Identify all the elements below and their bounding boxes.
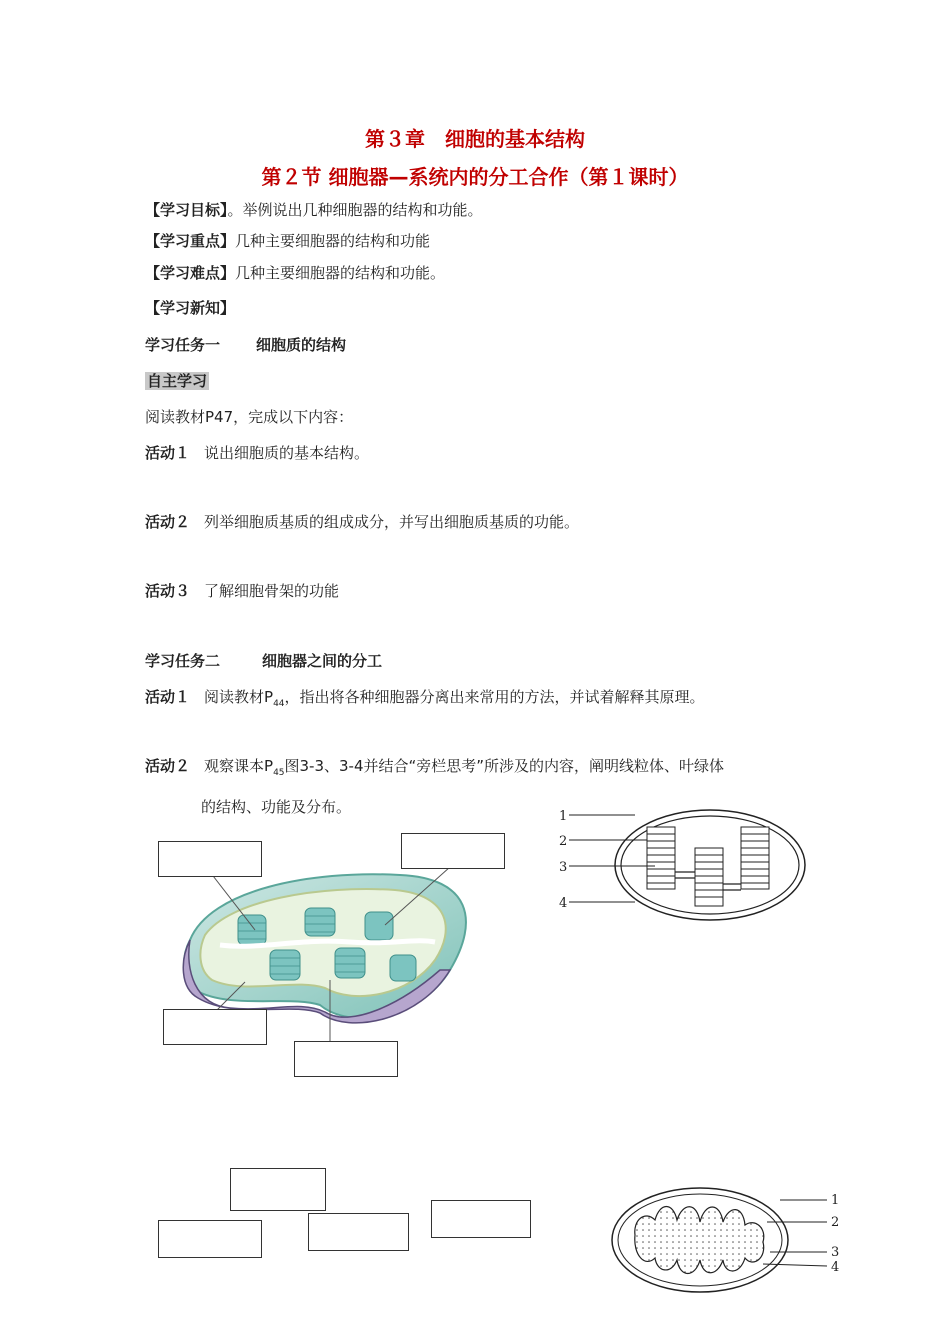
task1-title: 学习任务一 <box>145 336 221 354</box>
task2-topic: 细胞器之间的分工 <box>262 652 383 670</box>
activity-text: 说出细胞质的基本结构。 <box>204 444 370 462</box>
chloroplast-schematic <box>555 800 815 930</box>
answer-box-chloroplast-4[interactable] <box>294 1041 398 1077</box>
activity-label: 活动１ <box>145 688 191 706</box>
activity-text: 了解细胞骨架的功能 <box>204 582 340 600</box>
activity-text: 图3-3、3-4并结合“旁栏思考”所涉及的内容，阐明线粒体、叶绿体 <box>284 757 725 775</box>
page-subscript: 45 <box>273 768 285 778</box>
activity-label: 活动１ <box>145 444 191 462</box>
task1-topic: 细胞质的结构 <box>256 336 347 354</box>
task2-activity1 <box>145 687 705 714</box>
mito-label-3: 3 <box>831 1245 840 1260</box>
page-subscript: 44 <box>273 699 285 709</box>
task1-activity2 <box>145 512 579 532</box>
chloroplast-label-2: 2 <box>559 834 568 849</box>
activity-label: 活动２ <box>145 513 191 531</box>
task2-heading <box>145 651 382 671</box>
difficulty-text: 几种主要细胞器的结构和功能。 <box>235 264 446 282</box>
activity-label: 活动２ <box>145 757 191 775</box>
task2-activity2 <box>145 756 724 783</box>
answer-box-chloroplast-2[interactable] <box>401 833 505 869</box>
answer-box-mito-1[interactable] <box>230 1168 326 1211</box>
activity-text: ，指出将各种细胞器分离出来常用的方法，并试着解释其原理。 <box>284 688 705 706</box>
chloroplast-label-4: 4 <box>559 896 568 911</box>
activity-label: 活动３ <box>145 582 191 600</box>
mito-label-4: 4 <box>831 1260 840 1275</box>
answer-box-mito-4[interactable] <box>431 1200 531 1238</box>
key-point-line <box>145 231 430 251</box>
task1-activity3 <box>145 581 339 601</box>
activity-text: 观察课本P <box>204 757 274 775</box>
goal-line <box>145 200 483 220</box>
activity-text: 阅读教材P <box>204 688 274 706</box>
task1-activity1 <box>145 443 369 463</box>
answer-box-mito-3[interactable] <box>308 1213 409 1251</box>
mito-label-2: 2 <box>831 1215 840 1230</box>
task1-heading <box>145 335 346 355</box>
task2-title: 学习任务二 <box>145 652 221 670</box>
difficulty-line <box>145 263 445 283</box>
answer-box-mito-2[interactable] <box>158 1220 262 1258</box>
goal-label: 【学习目标】 <box>145 201 228 219</box>
key-point-label: 【学习重点】 <box>145 232 236 250</box>
task2-activity2-cont: 的结构、功能及分布。 <box>201 798 352 816</box>
key-point-text: 几种主要细胞器的结构和功能 <box>235 232 431 250</box>
answer-box-chloroplast-1[interactable] <box>158 841 262 877</box>
mito-label-1: 1 <box>831 1193 840 1208</box>
task1-intro: 阅读教材P47，完成以下内容： <box>145 408 354 426</box>
activity-text: 列举细胞质基质的组成成分，并写出细胞质基质的功能。 <box>204 513 580 531</box>
answer-box-chloroplast-3[interactable] <box>163 1009 267 1045</box>
chloroplast-label-3: 3 <box>559 860 568 875</box>
section-title: 第２节 细胞器—系统内的分工合作（第１课时） <box>261 165 689 189</box>
difficulty-label: 【学习难点】 <box>145 264 236 282</box>
self-study-tag: 自主学习 <box>147 372 208 390</box>
mitochondrion-schematic <box>605 1180 850 1310</box>
self-study-line <box>145 371 209 391</box>
chapter-title: 第３章 细胞的基本结构 <box>365 127 585 151</box>
goal-text: 。举例说出几种细胞器的结构和功能。 <box>227 201 483 219</box>
chloroplast-label-1: 1 <box>559 809 568 824</box>
new-knowledge-heading: 【学习新知】 <box>145 299 236 317</box>
